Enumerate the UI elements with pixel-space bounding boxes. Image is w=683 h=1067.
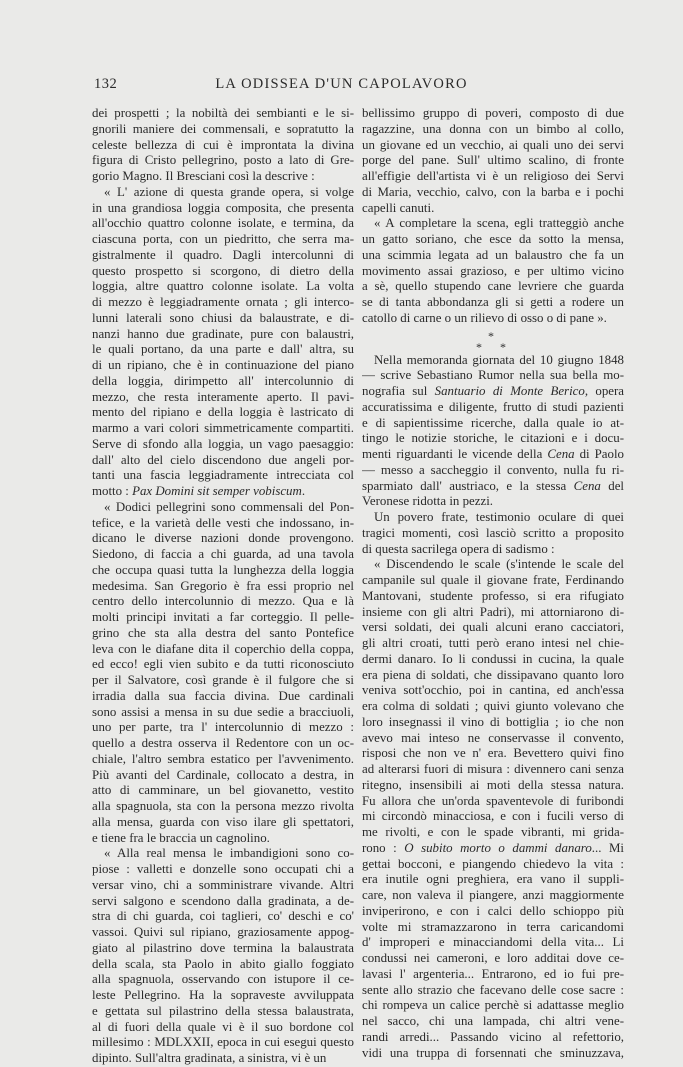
right-column-bottom (362, 353, 624, 1062)
text-line: rono : O subito morto o dammi danaro... Mi (362, 840, 624, 855)
text-line: di mezzo è leggiadramente ornata ; gli interco- (92, 295, 354, 309)
text-line: nanzi hanno due gradinate, pure con balaustri, (92, 326, 354, 341)
text-line: lavasi l' argenteria... Entrarono, ed io fui pre- (362, 966, 624, 981)
asterism-star: * (500, 339, 506, 354)
text-line: gistralmente il quadro. Dagli intercolunni di (92, 247, 354, 262)
text-line: « L' azione di questa grande opera, si volge (104, 184, 354, 199)
text-line: d' improperi e minacciandomi della vita... Li (362, 935, 624, 950)
text-line: e gettata sul pilastrino della stessa balaustrata, (92, 1003, 354, 1018)
text-line: ciascuna porta, con un piedritto, che serra ma- (92, 232, 354, 246)
text-line: Siedono, di faccia a chi guarda, ad una tavola (92, 547, 354, 561)
text-line: molti principi invitati a far corteggio. Il pelle- (92, 610, 354, 624)
text-line: chi rompeva un calice perchè si adattasse meglio (362, 998, 624, 1013)
text-line: quello a destra osserva il Redentore con un oc- (92, 736, 354, 750)
text-line: loggia, altre quattro colonne isolate. La volta (92, 279, 354, 294)
text-line: dipinto. Sull'altra gradinata, a sinistra, vi è un (92, 1051, 327, 1065)
text-line: bellissimo gruppo di poveri, composto di due (362, 106, 624, 120)
text-line: era inutile ogni preghiera, era vano il suppli- (362, 872, 624, 887)
text-line: catollo di carne o un rilievo di osso o di pane ». (362, 310, 607, 325)
text-line: mento del ripiano e della loggia è lastricato di (92, 405, 354, 420)
text-line: accuratissima e diligente, frutto di studi pazienti (362, 399, 624, 414)
text-line: me rivolti, e con le spade vibranti, mi grida- (362, 825, 624, 839)
text-line: insieme con gli altri Padri), mi attorniarono di- (362, 604, 624, 619)
text-line: versar vino, chi a somministrare vivande. Altri (92, 877, 354, 892)
text-line: vidi una truppa di forsennati che sminuzzava, (362, 1045, 624, 1060)
text-line: alla spagnuola, sta con la persona mezzo rivolta (92, 799, 354, 813)
text-line: e di sapientissime ricerche, dalla quale io at- (362, 415, 624, 430)
text-line: giato al pilastrino dove termina la balaustrata (92, 940, 354, 955)
text-line: di un ripiano, che è in continuazione del piano (92, 358, 354, 372)
text-line: versi soldati, dei quali alcuni erano cacciatori, (362, 620, 624, 635)
text-line: sono assisi a mensa in su due sedie a bracciuoli, (92, 704, 354, 719)
text-line: — messo a saccheggio il convento, nulla fu ri- (362, 462, 624, 477)
text-line: se di tanta abbondanza gli si getti a rodere un (362, 295, 624, 309)
text-line: ritegno, insensibili ai moti della stessa natura. (362, 777, 624, 792)
text-line: — scrive Sebastiano Rumor nella sua bella mo- (362, 368, 624, 383)
text-line: ad alterarsi fuori di misura : divennero cani senza (362, 762, 624, 776)
text-line: irradia dalla sua faccia divina. Due cardinali (92, 688, 354, 703)
text-line: capelli canuti. (362, 200, 435, 215)
text-line: centro dello intercolunnio di mezzo. Qua e là (92, 594, 354, 609)
text-line: volte mi stramazzarono in terra caricandomi (362, 919, 624, 934)
asterism-star: * (476, 339, 482, 354)
text-line: ragazzine, una donna con un bimbo al collo, (362, 121, 624, 136)
left-column (92, 106, 354, 1067)
text-line: sente allo strazio che facevano delle cose sacre : (362, 982, 624, 997)
text-line: alla mensa, guarda con viso ilare gli spettatori, (92, 814, 354, 829)
text-line: dei prospetti ; la nobiltà dei sembianti e le si- (92, 106, 354, 120)
text-line: uno per parte, tra l' intercolunnio di mezzo : (92, 720, 354, 735)
text-line: questo prospetto si scorgono, di dietro della (92, 263, 354, 278)
text-line: tanti una fascia leggiadramente intrecciata col (92, 468, 354, 483)
text-line: Mantovani, studente professo, si era rifugiato (362, 588, 624, 603)
text-line: porge del pane. Sull' ultimo scalino, di fronte (362, 153, 624, 168)
text-line: sparmiato dall' austriaco, e la stessa Cena del (362, 478, 624, 493)
text-line: Veronese ridotta in pezzi. (362, 494, 494, 509)
text-line: « Alla real mensa le imbandigioni sono co- (104, 846, 354, 861)
text-line: marmo a vari colori simmetricamente compartiti. (92, 421, 354, 435)
text-line: atto di camminare, un bel giovanetto, vestito (92, 783, 354, 798)
text-line: lunni laterali sono chiusi da balaustrate, e di- (92, 310, 354, 325)
text-line: movimento assai grazioso, e per ultimo vicino (362, 263, 624, 278)
text-line: che occupa quasi tutta la lunghezza della loggia (92, 562, 354, 577)
text-line: avevo mai inteso ne conservasse il convento, (362, 730, 624, 745)
text-line: gettai bocconi, e piangendo chiedevo la vita : (362, 856, 624, 871)
text-line: servi salgono e scendono dalla gradinata, a de- (92, 893, 354, 908)
text-line: celeste bellezza di cui è improntata la divina (92, 137, 354, 152)
text-line: di Maria, vecchio, calvo, con la barba e i pochi (362, 184, 624, 199)
text-line: figura di Cristo pellegrino, posto a lato di Gre- (92, 153, 354, 168)
text-line: era piena di soldati, che dissipavano quanto loro (362, 667, 624, 682)
text-line: condussi nei cameroni, e loro additai dove ce- (362, 951, 624, 965)
text-line: un gatto soriano, che esce da sotto la mensa, (362, 232, 624, 246)
text-line: tingo le notizie storiche, le citazioni e i docu- (362, 431, 624, 446)
text-line: in una grandiosa loggia composita, che presenta (92, 200, 354, 215)
text-line: Nella memoranda giornata del 10 giugno 1848 (374, 352, 624, 367)
text-line: dall' alto del cielo discendono due angeli por- (92, 452, 354, 467)
text-line: piose : valletti e donzelle sono occupati chi a (92, 862, 354, 876)
page-number: 132 (94, 76, 118, 92)
text-line: Un povero frate, testimonio oculare di quei (374, 510, 624, 524)
text-line: risposi che non ve n' era. Bevettero quivi fino (362, 746, 624, 761)
text-line: mi circondò minacciosa, e con i fucili verso di (362, 809, 624, 824)
text-line: al di fuori della quale vi è il suo bordone col (92, 1019, 354, 1034)
text-line: era colma di soldati ; quivi giunto volevano che (362, 699, 624, 713)
text-line: menti riguardanti le vicende della Cena di Paolo (362, 447, 624, 461)
text-line: della loggia, dirimpetto all' intercolunnio di (92, 373, 354, 388)
text-line: inviperirono, e con i calci dello schioppo più (362, 903, 624, 918)
text-line: millesimo : MDLXXII, epoca in cui esegui questo (92, 1035, 354, 1050)
text-line: leva con le diafane dita il coperchio della coppa, (92, 641, 354, 656)
text-line: le quali portano, da una parte e dall' altra, su (92, 342, 354, 357)
text-line: « Discendendo le scale (s'intende le scale del (374, 557, 624, 572)
text-line: di questa sacrilega opera di sadismo : (362, 541, 555, 556)
text-line: loro insegnassi il vino di bottiglia ; io che non (362, 714, 624, 729)
text-line: leste Pellegrino. Ha la sopraveste avviluppata (92, 988, 354, 1002)
text-line: « Dodici pellegrini sono commensali del Pon- (104, 499, 354, 514)
text-line: gli altri croati, tutti però erano intesi nel chie- (362, 636, 624, 650)
text-line: un giovane ed un vecchio, ai quali uno dei servi (362, 137, 624, 152)
right-column-top (362, 106, 624, 327)
text-line: nel sacco, chi una lampada, chi altri vene- (362, 1014, 624, 1028)
right-column (362, 106, 624, 1061)
text-line: una scimmia legata ad un balaustro che fa un (362, 247, 624, 262)
text-line: veniva sott'occhio, poi in cantina, ed anch'essa (362, 683, 624, 698)
text-line: Fu allora che un'orda spaventevole di furibondi (362, 793, 624, 808)
text-line: campanile sul quale il giovane frate, Ferdinando (362, 573, 624, 587)
text-line: grino che sta alla destra del santo Pontefice (92, 625, 354, 640)
text-line: dermi danaro. Io li condussi in cucina, la quale (362, 651, 624, 666)
text-line: randi arredi... Passando vicino al refettorio, (362, 1029, 624, 1044)
asterism-star: * (488, 328, 494, 343)
text-line: all'occhio quattro colonne isolate, e termina, da (92, 216, 354, 231)
text-line: dicano le diverse nazioni donde provengono. (92, 531, 354, 546)
text-line: Serve di sfondo alla loggia, un vago paesaggio: (92, 436, 354, 451)
text-line: medesima. San Gregorio è fra essi proprio nel (92, 578, 354, 593)
text-line: « A completare la scena, egli tratteggiò anche (374, 216, 624, 231)
text-line: all'effigie dell'artista vi è un religioso dei Servi (362, 169, 624, 183)
text-line: della scala, sta Paolo in abito giallo foggiato (92, 956, 354, 971)
text-line: care, non valeva il piangere, anzi maggiormente (362, 888, 624, 902)
text-line: mezzo, che resta interamente aperto. Il pavi- (92, 389, 354, 404)
asterism (362, 327, 624, 353)
text-line: chiale, l'altro sembra estatico per l'avvenimento. (92, 751, 354, 766)
text-line: gorio Magno. Il Bresciani così la descrive : (92, 169, 315, 183)
text-line: alla spagnuola, osservando con istupore il ce- (92, 972, 354, 987)
text-line: a sè, quello stupendo cane levriere che guarda (362, 279, 624, 294)
text-line: stra di chi guarda, coi taglieri, co' deschi e co' (92, 909, 354, 924)
text-line: per il Salvatore, così grande è il fulgore che si (92, 673, 354, 687)
text-line: e tiene fra le braccia un cagnolino. (92, 830, 270, 845)
text-line: ed ecco! egli vien subito e da tutti riconosciuto (92, 657, 354, 672)
text-line: motto : Pax Domini sit semper vobiscum. (92, 484, 306, 498)
text-line: nografia sul Santuario di Monte Berico, opera (362, 384, 624, 398)
text-line: tefice, e la varietà delle vesti che indossano, in- (92, 515, 354, 530)
text-line: Più avanti del Cardinale, collocato a destra, in (92, 767, 354, 782)
text-line: tragici momenti, così lasciò scritto a proposito (362, 525, 624, 540)
text-line: vassoi. Quivi sul ripiano, graziosamente appog- (92, 925, 354, 939)
running-title: LA ODISSEA D'UN CAPOLAVORO (215, 76, 468, 92)
text-line: gnorili maniere dei commensali, e sopratutto la (92, 121, 354, 136)
